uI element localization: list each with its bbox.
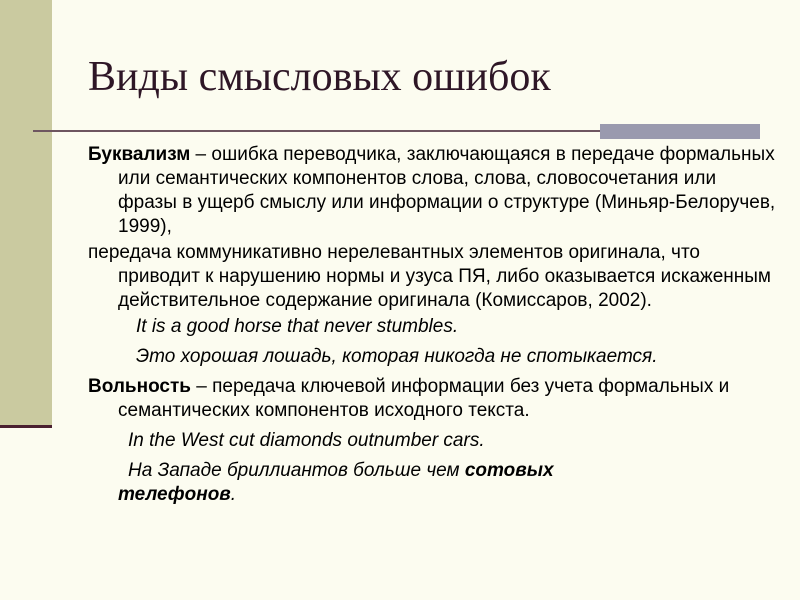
slide-body bbox=[88, 143, 778, 513]
term-bukvalizm: Буквализм bbox=[88, 144, 191, 165]
example-2-english: In the West cut diamonds outnumber cars. bbox=[128, 430, 485, 451]
bukvalizm-text: – ошибка переводчика, заключающаяся в передаче формальных или семантических компонентов слова, слова, словосочетания или фразы в ущерб смыслу или информации о структуре (Миньяр-Белоручев, 1999), bbox=[118, 144, 776, 237]
example-2-russian-start: На Западе бриллиантов больше чем bbox=[128, 460, 465, 481]
title-divider-block bbox=[600, 124, 760, 139]
term-volnost: Вольность bbox=[88, 376, 191, 397]
left-accent-line bbox=[0, 425, 52, 428]
example-2-russian bbox=[88, 459, 778, 507]
volnost-text: – передача ключевой информации без учета формальных и семантических компонентов исходного текста. bbox=[118, 376, 730, 421]
volnost-definition bbox=[88, 375, 778, 423]
example-2-russian-bold-1: сотовых bbox=[464, 460, 554, 481]
title-divider bbox=[33, 130, 600, 132]
bukvalizm-continuation: передача коммуникативно нерелевантных элементов оригинала, что приводит к нарушению нормы и узуса ПЯ, либо оказывается искаженным действительное содержание оригинала (Комиссаров, 2002). bbox=[88, 242, 771, 311]
example-2-russian-end: . bbox=[230, 484, 237, 505]
example-2-russian-bold-2: телефонов bbox=[118, 484, 231, 505]
example-1-russian: Это хорошая лошадь, которая никогда не спотыкается. bbox=[136, 346, 658, 367]
bukvalizm-definition bbox=[88, 143, 778, 239]
left-accent-bar bbox=[0, 0, 52, 427]
slide-title: Виды смысловых ошибок bbox=[88, 54, 551, 100]
example-1-english: It is a good horse that never stumbles. bbox=[136, 316, 459, 337]
